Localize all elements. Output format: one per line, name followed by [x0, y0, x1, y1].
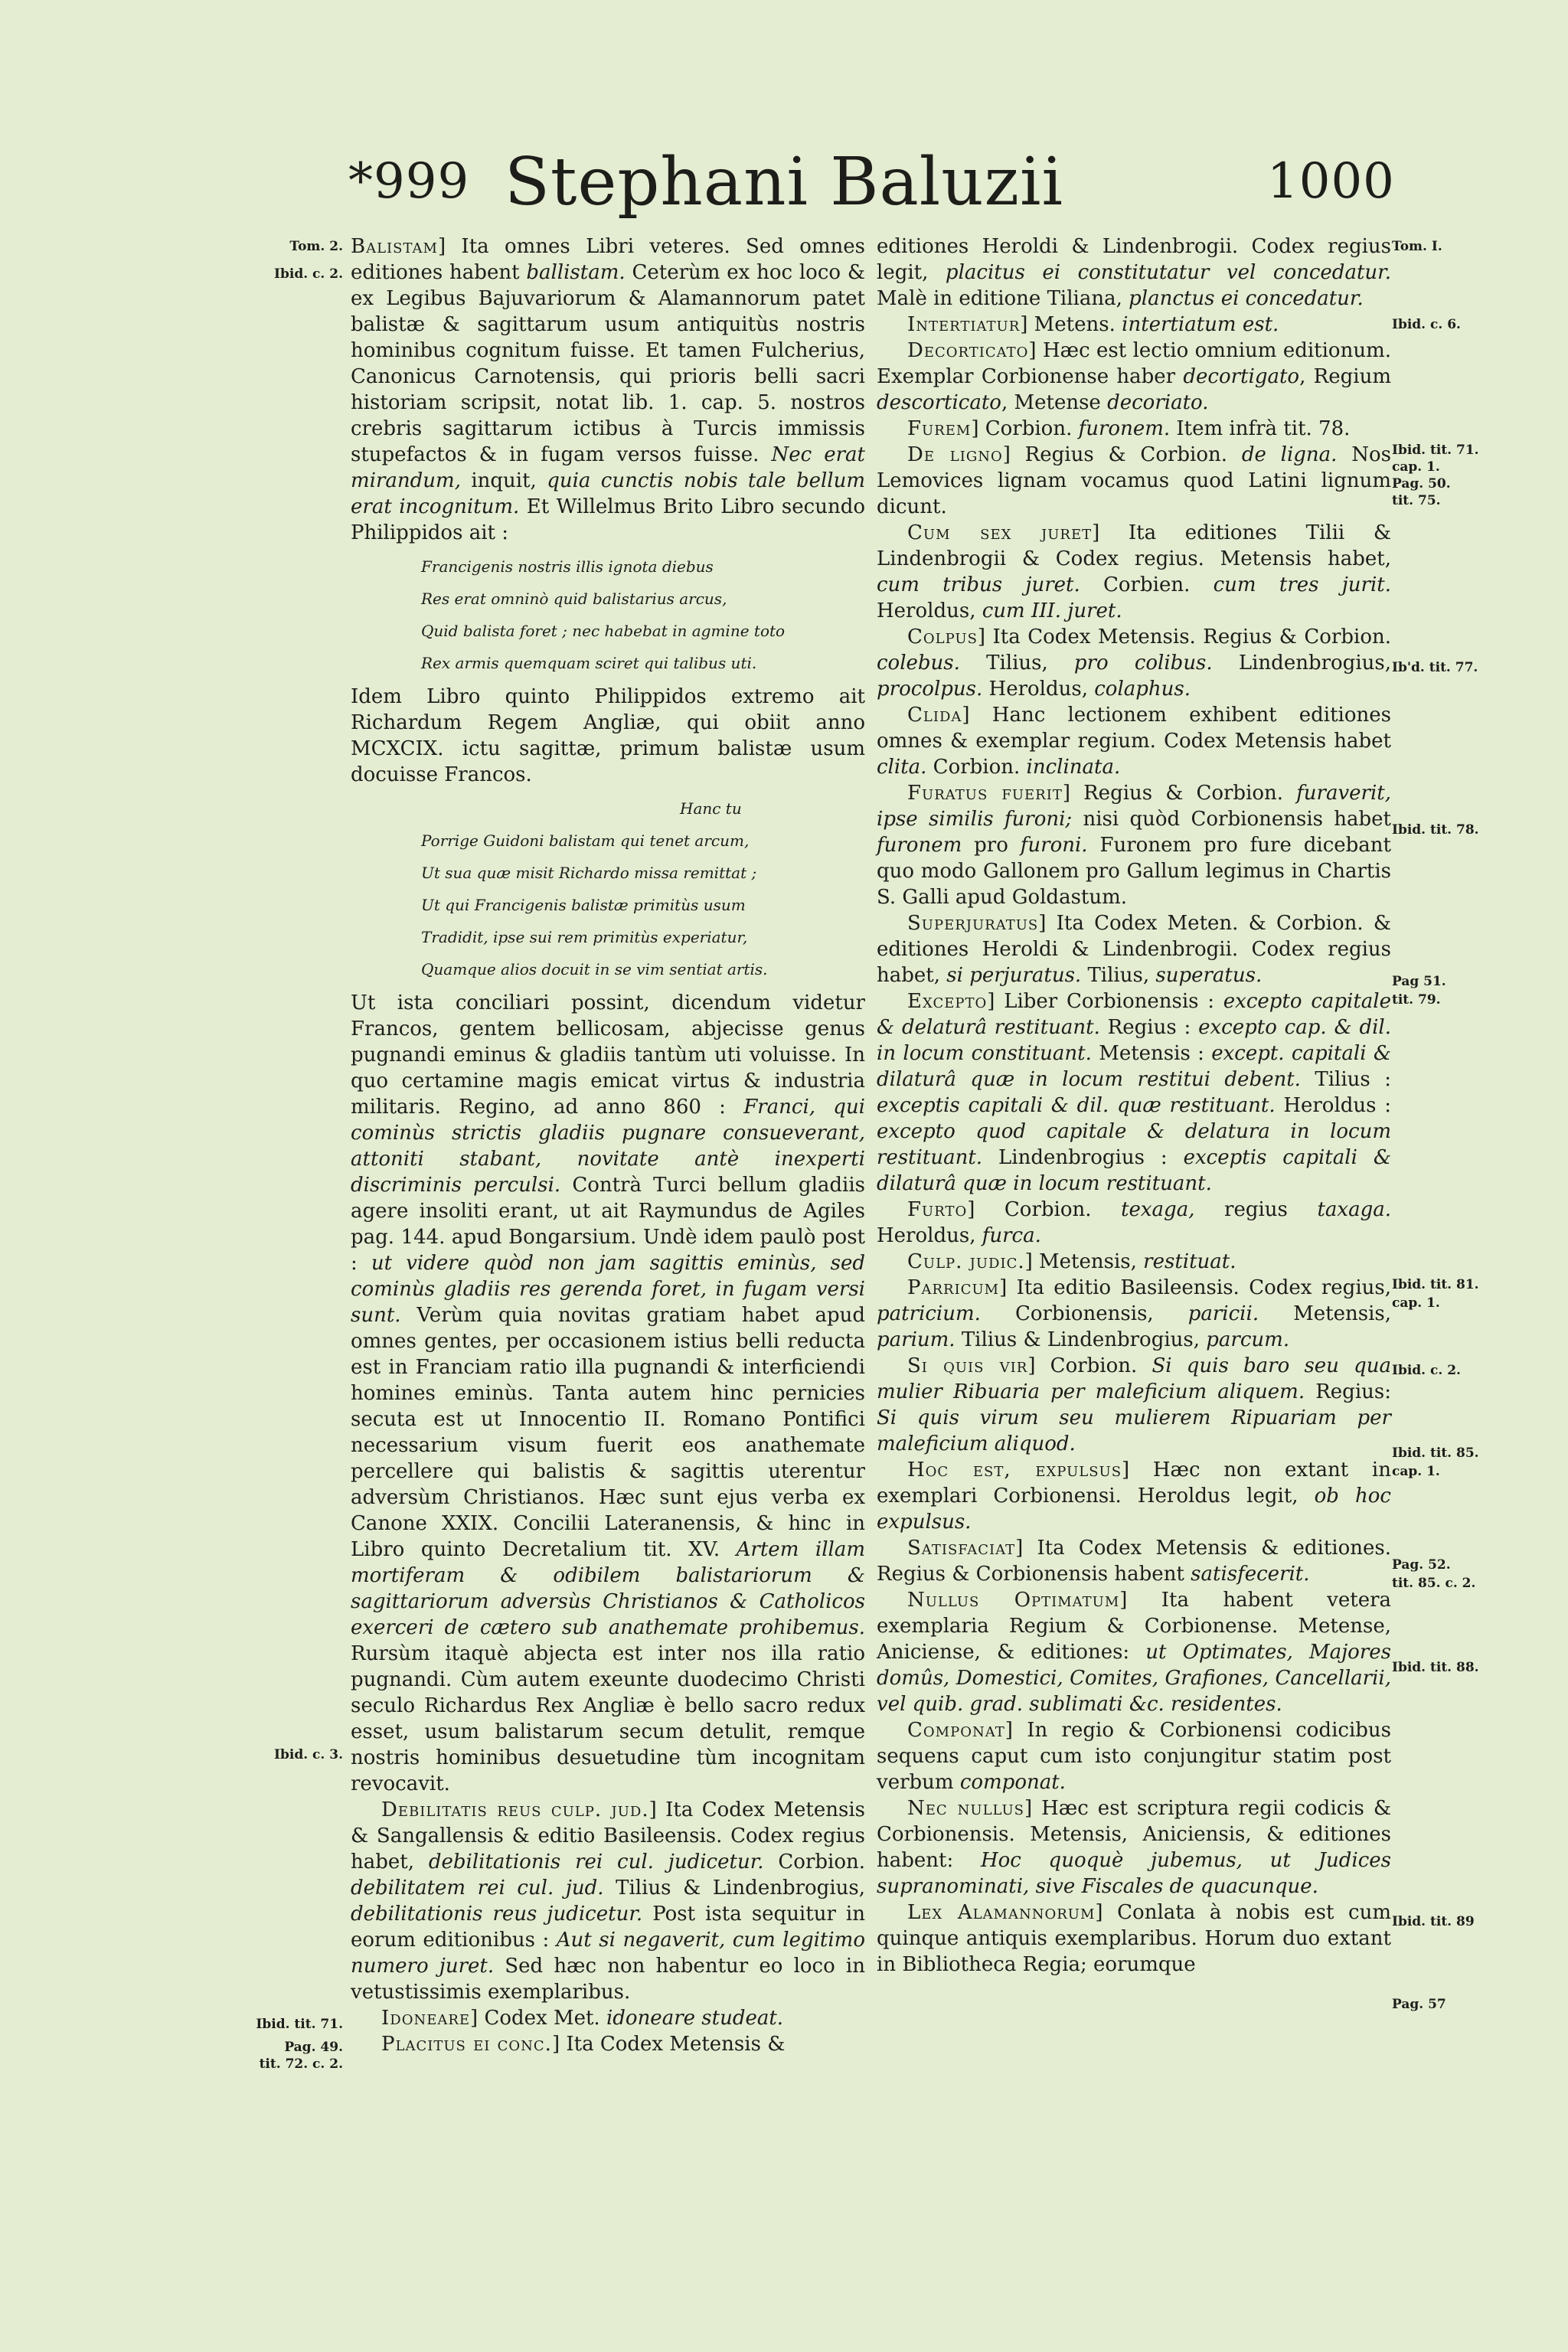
paragraph-hoc-est-expulsus: Hoc est, expulsus] Hæc non extant in exemplari Corbionensi. Heroldus legit, ob hoc expulsus. — [877, 1459, 1391, 1534]
paragraph-culp-judic: Culp. judic.] Metensis, restituat. — [907, 1250, 1236, 1273]
margin-note-left: tit. 72. c. 2. — [259, 2056, 343, 2072]
margin-note-left: Tom. 2. — [289, 239, 343, 254]
margin-note-right: tit. 79. — [1392, 992, 1441, 1008]
paragraph-si-quis-vir: Si quis vir] Corbion. Si quis baro seu qua mulier Ribuaria per maleficium aliquem. Regius: Si quis virum seu mulierem Ripuariam per maleficium aliquod. — [877, 1354, 1391, 1455]
margin-note-right: Ib'd. tit. 77. — [1392, 660, 1478, 675]
paragraph-intertiatur: Intertiatur] Metens. intertiatum est. — [907, 313, 1279, 336]
paragraph-lex-alamannorum: Lex Alamannorum] Conlata à nobis est cum quinque antiquis exemplaribus. Horum duo extant in Bibliotheca Regia; eorumque — [877, 1901, 1391, 1976]
margin-note-right: Ibid. tit. 81. — [1392, 1277, 1479, 1292]
paragraph-placitus: Placitus ei conc.] Ita Codex Metensis & — [381, 2033, 786, 2056]
page-number-left: *999 — [348, 153, 470, 210]
paragraph-debilitatis: Debilitatis reus culp. jud.] Ita Codex Metensis & Sangallensis & editio Basileensis. Codex regius habet, debilitationis rei cul. judicetur. Corbion. debilitatem rei cul. jud. Tilius & Lindenbrogius, debilitationis reus judicetur. Post ista sequitur in eorum editionibus : Aut si negaverit, cum legitimo numero juret. Sed hæc non habentur eo loco in vetustissimis exemplaribus. — [351, 1798, 865, 2004]
margin-note-right: Pag. 50. — [1392, 476, 1451, 492]
margin-note-right: Pag. 52. — [1392, 1557, 1451, 1573]
paragraph-nec-nullus: Nec nullus] Hæc est scriptura regii codicis & Corbionensis. Metensis, Aniciensis, & editiones habent: Hoc quoquè jubemus, ut Judices supranominati, sive Fiscales de quacunque. — [877, 1797, 1391, 1898]
paragraph-furto: Furto] Corbion. texaga, regius taxaga. Heroldus, furca. — [877, 1198, 1391, 1247]
margin-note-left: Ibid. c. 3. — [274, 1747, 343, 1762]
verse-block: Francigenis nostris illis ignota diebus Res erat omninò quid balistarius arcus, Quid balista foret ; nec habebat in agmine toto Rex armis quemquam sciret qui talibus uti. — [421, 557, 786, 672]
margin-note-right: Ibid. tit. 78. — [1392, 822, 1479, 838]
paragraph: Ut ista conciliari possint, dicendum videtur Francos, gentem bellicosam, abjecisse genus pugnandi eminus & gladiis tantùm uti voluisse. In quo certamine magis emicat virtus & industria militaris. Regino, ad anno 860 : Franci, qui cominùs strictis gladiis pugnare consueverant, attoniti stabant, novitate antè inexperti discriminis perculsi. Contrà Turci bellum gladiis agere insoliti erant, ut ait Raymundus de Agiles pag. 144. apud Bongarsium. Undè idem paulò post : ut videre quòd non jam sagittis eminùs, sed cominùs gladiis res gerenda foret, in fugam versi sunt. Verùm quia novitas gratiam habet apud omnes gentes, per occasionem istius belli reducta est in Franciam ratio illa pugnandi & interficiendi homines eminùs. Tanta autem hinc pernicies secuta est ut Innocentio II. Romano Pontifici necessarium visum fuerit eos anathemate percellere qui balistis & sagittis uterentur adversùm Christianos. Hæc sunt ejus verba ex Canone XXIX. Concilii Lateranensis, & hinc in Libro quinto Decretalium tit. XV. Artem illam mortiferam & odibilem balistariorum & sagittariorum adversùs Christianos & Catholicos exerceri de cætero sub anathemate prohibemus. Rursùm itaquè abjecta est inter nos illa ratio pugnandi. Cùm autem exeunte duodecimo Christi seculo Richardus Rex Angliæ è bello sacro redux esset, usum balistarum secum detulit, remque nostris hominibus desuetudine tùm incognitam revocavit. — [351, 991, 866, 1795]
margin-note-right: Pag. 57 — [1392, 1997, 1446, 2012]
paragraph-idoneare: Idoneare] Codex Met. idoneare studeat. — [381, 2007, 784, 2030]
paragraph-balistam: Balistam] Ita omnes Libri veteres. Sed omnes editiones habent ballistam. Ceterùm ex hoc loco & ex Legibus Bajuvariorum & Alamannorum patet balistæ & sagittarum usum antiquitùs nostris hominibus cognitum fuisse. Et tamen Fulcherius, Canonicus Carnotensis, qui prioris belli sacri historiam scripsit, notat lib. 1. cap. 5. nostros crebris sagittarum ictibus à Turcis immissis stupefactos & in fugam versos fuisse. Nec erat mirandum, inquit, quia cunctis nobis tale bellum erat incognitum. Et Willelmus Brito Libro secundo Philippidos ait : — [351, 235, 865, 544]
margin-note-right: Ibid. c. 2. — [1392, 1363, 1461, 1378]
margin-note-right: tit. 75. — [1392, 493, 1441, 508]
margin-note-left: Ibid. tit. 71. — [256, 2017, 343, 2032]
paragraph-componat: Componat] In regio & Corbionensi codicibus sequens caput cum isto conjungitur statim post verbum componat. — [877, 1719, 1391, 1794]
margin-note-right: tit. 85. c. 2. — [1392, 1576, 1476, 1591]
margin-note-left: Pag. 49. — [284, 2040, 343, 2055]
page-number-right: 1000 — [1267, 153, 1395, 210]
margin-note-right: Ibid. tit. 89 — [1392, 1914, 1475, 1929]
right-column — [877, 234, 1391, 1978]
paragraph-excepto: Excepto] Liber Corbionensis : excepto capitale & delaturâ restituant. Regius : excepto cap. & dil. in locum constituant. Metensis : except. capitali & dilaturâ quæ in locum restitui debent. Tilius : exceptis capitali & dil. quæ restituant. Heroldus : excepto quod capitale & delatura in locum restituant. Lindenbrogius : exceptis capitali & dilaturâ quæ in locum restituant. — [877, 990, 1392, 1195]
margin-note-right: Ibid. c. 6. — [1392, 317, 1461, 332]
paragraph-superjuratus: Superjuratus] Ita Codex Meten. & Corbion. & editiones Heroldi & Lindenbrogii. Codex regius habet, si perjuratus. Tilius, superatus. — [877, 912, 1391, 987]
paragraph-clida: Clida] Hanc lectionem exhibent editiones omnes & exemplar regium. Codex Metensis habet clita. Corbion. inclinata. — [877, 704, 1391, 779]
margin-note-right: Tom. I. — [1392, 239, 1442, 254]
margin-note-right: cap. 1. — [1392, 1464, 1440, 1479]
paragraph-colpus: Colpus] Ita Codex Metensis. Regius & Corbion. colebus. Tilius, pro colibus. Lindenbrogius, procolpus. Heroldus, colaphus. — [877, 626, 1391, 701]
paragraph-de-ligno: De ligno] Regius & Corbion. de ligna. Nos Lemovices lignam vocamus quod Latini lignum dicunt. — [877, 443, 1391, 518]
paragraph-furem: Furem] Corbion. furonem. Item infrà tit. 78. — [907, 417, 1351, 440]
margin-note-left: Ibid. c. 2. — [274, 266, 343, 282]
margin-note-right: Ibid. tit. 88. — [1392, 1660, 1479, 1675]
paragraph-nullus-optimatum: Nullus Optimatum] Ita habent vetera exemplaria Regium & Corbionense. Metense, Aniciense, & editiones: ut Optimates, Majores domûs, Domestici, Comites, Grafiones, Cancellarii, vel quib. grad. sublimati &c. residentes. — [877, 1589, 1392, 1716]
paragraph-cum-sex-juret: Cum sex juret] Ita editiones Tilii & Lindenbrogii & Codex regius. Metensis habet, cum tribus juret. Corbien. cum tres jurit. Heroldus, cum III. juret. — [877, 521, 1391, 622]
margin-note-right: cap. 1. — [1392, 459, 1440, 475]
paragraph-decorticato: Decorticato] Hæc est lectio omnium editionum. Exemplar Corbionense haber decortigato, Regium descorticato, Metense decoriato. — [877, 339, 1391, 414]
margin-note-right: cap. 1. — [1392, 1295, 1440, 1311]
running-title: Stephani Baluzii — [505, 144, 1063, 220]
margin-note-right: Pag 51. — [1392, 974, 1446, 989]
paragraph-satisfaciat: Satisfaciat] Ita Codex Metensis & editiones. Regius & Corbionensis habent satisfecerit. — [877, 1537, 1391, 1586]
verse-block: Hanc tu Porrige Guidoni balistam qui tenet arcum, Ut sua quæ misit Richardo missa remittat ; Ut qui Francigenis balistæ primitùs usum Tradidit, ipse sui rem primitùs experiatur, Quamque alios docuit in se vim sentiat artis. — [421, 799, 768, 978]
margin-note-right: Ibid. tit. 85. — [1392, 1446, 1479, 1461]
paragraph: Idem Libro quinto Philippidos extremo ait Richardum Regem Angliæ, qui obiit anno MCXCIX. ictu sagittæ, primum balistæ usum docuisse Francos. — [351, 685, 865, 786]
paragraph-furatus-fuerit: Furatus fuerit] Regius & Corbion. furaverit, ipse similis furoni; nisi quòd Corbionensis habet furonem pro furoni. Furonem pro fure dicebant quo modo Gallonem pro Gallum legimus in Chartis S. Galli apud Goldastum. — [877, 782, 1392, 909]
paragraph: editiones Heroldi & Lindenbrogii. Codex regius legit, placitus ei constitutatur vel concedatur. Malè in editione Tiliana, planctus ei concedatur. — [877, 235, 1391, 310]
left-column — [351, 234, 865, 2057]
paragraph-parricum: Parricum] Ita editio Basileensis. Codex regius, patricium. Corbionensis, paricii. Metensis, parium. Tilius & Lindenbrogius, parcum. — [877, 1276, 1391, 1351]
margin-note-right: Ibid. tit. 71. — [1392, 443, 1479, 458]
